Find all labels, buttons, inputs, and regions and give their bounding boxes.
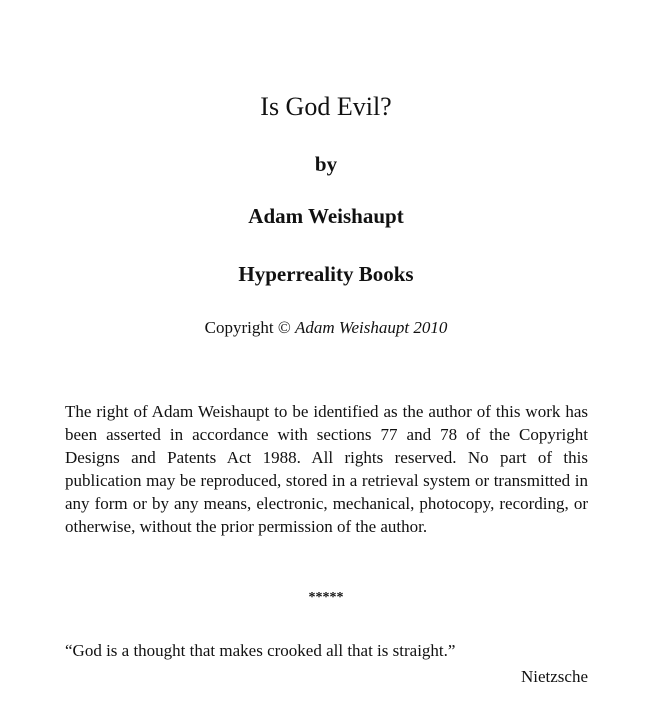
publisher-name: Hyperreality Books — [238, 262, 414, 286]
copyright-prefix: Copyright © — [204, 318, 291, 337]
copyright-line — [0, 318, 652, 338]
section-separator: ***** — [308, 590, 344, 605]
epigraph-quote: “God is a thought that makes crooked all that is straight.” — [65, 641, 456, 660]
copyright-holder: Adam Weishaupt 2010 — [295, 318, 448, 337]
book-title: Is God Evil? — [260, 92, 392, 121]
byline-by: by — [314, 152, 338, 176]
epigraph-attribution: Nietzsche — [520, 667, 588, 686]
author-name: Adam Weishaupt — [248, 204, 404, 228]
rights-statement: The right of Adam Weishaupt to be identified as the author of this work has been asserted in accordance with sections 77 and 78 of the Copyright Designs and Patents Act 1988. All rights reserved. No part of this publication may be reproduced, stored in a retrieval system or transmitted in any form or by any means, electronic, mechanical, photocopy, recording, or otherwise, without the prior permission of the author. — [65, 402, 588, 536]
